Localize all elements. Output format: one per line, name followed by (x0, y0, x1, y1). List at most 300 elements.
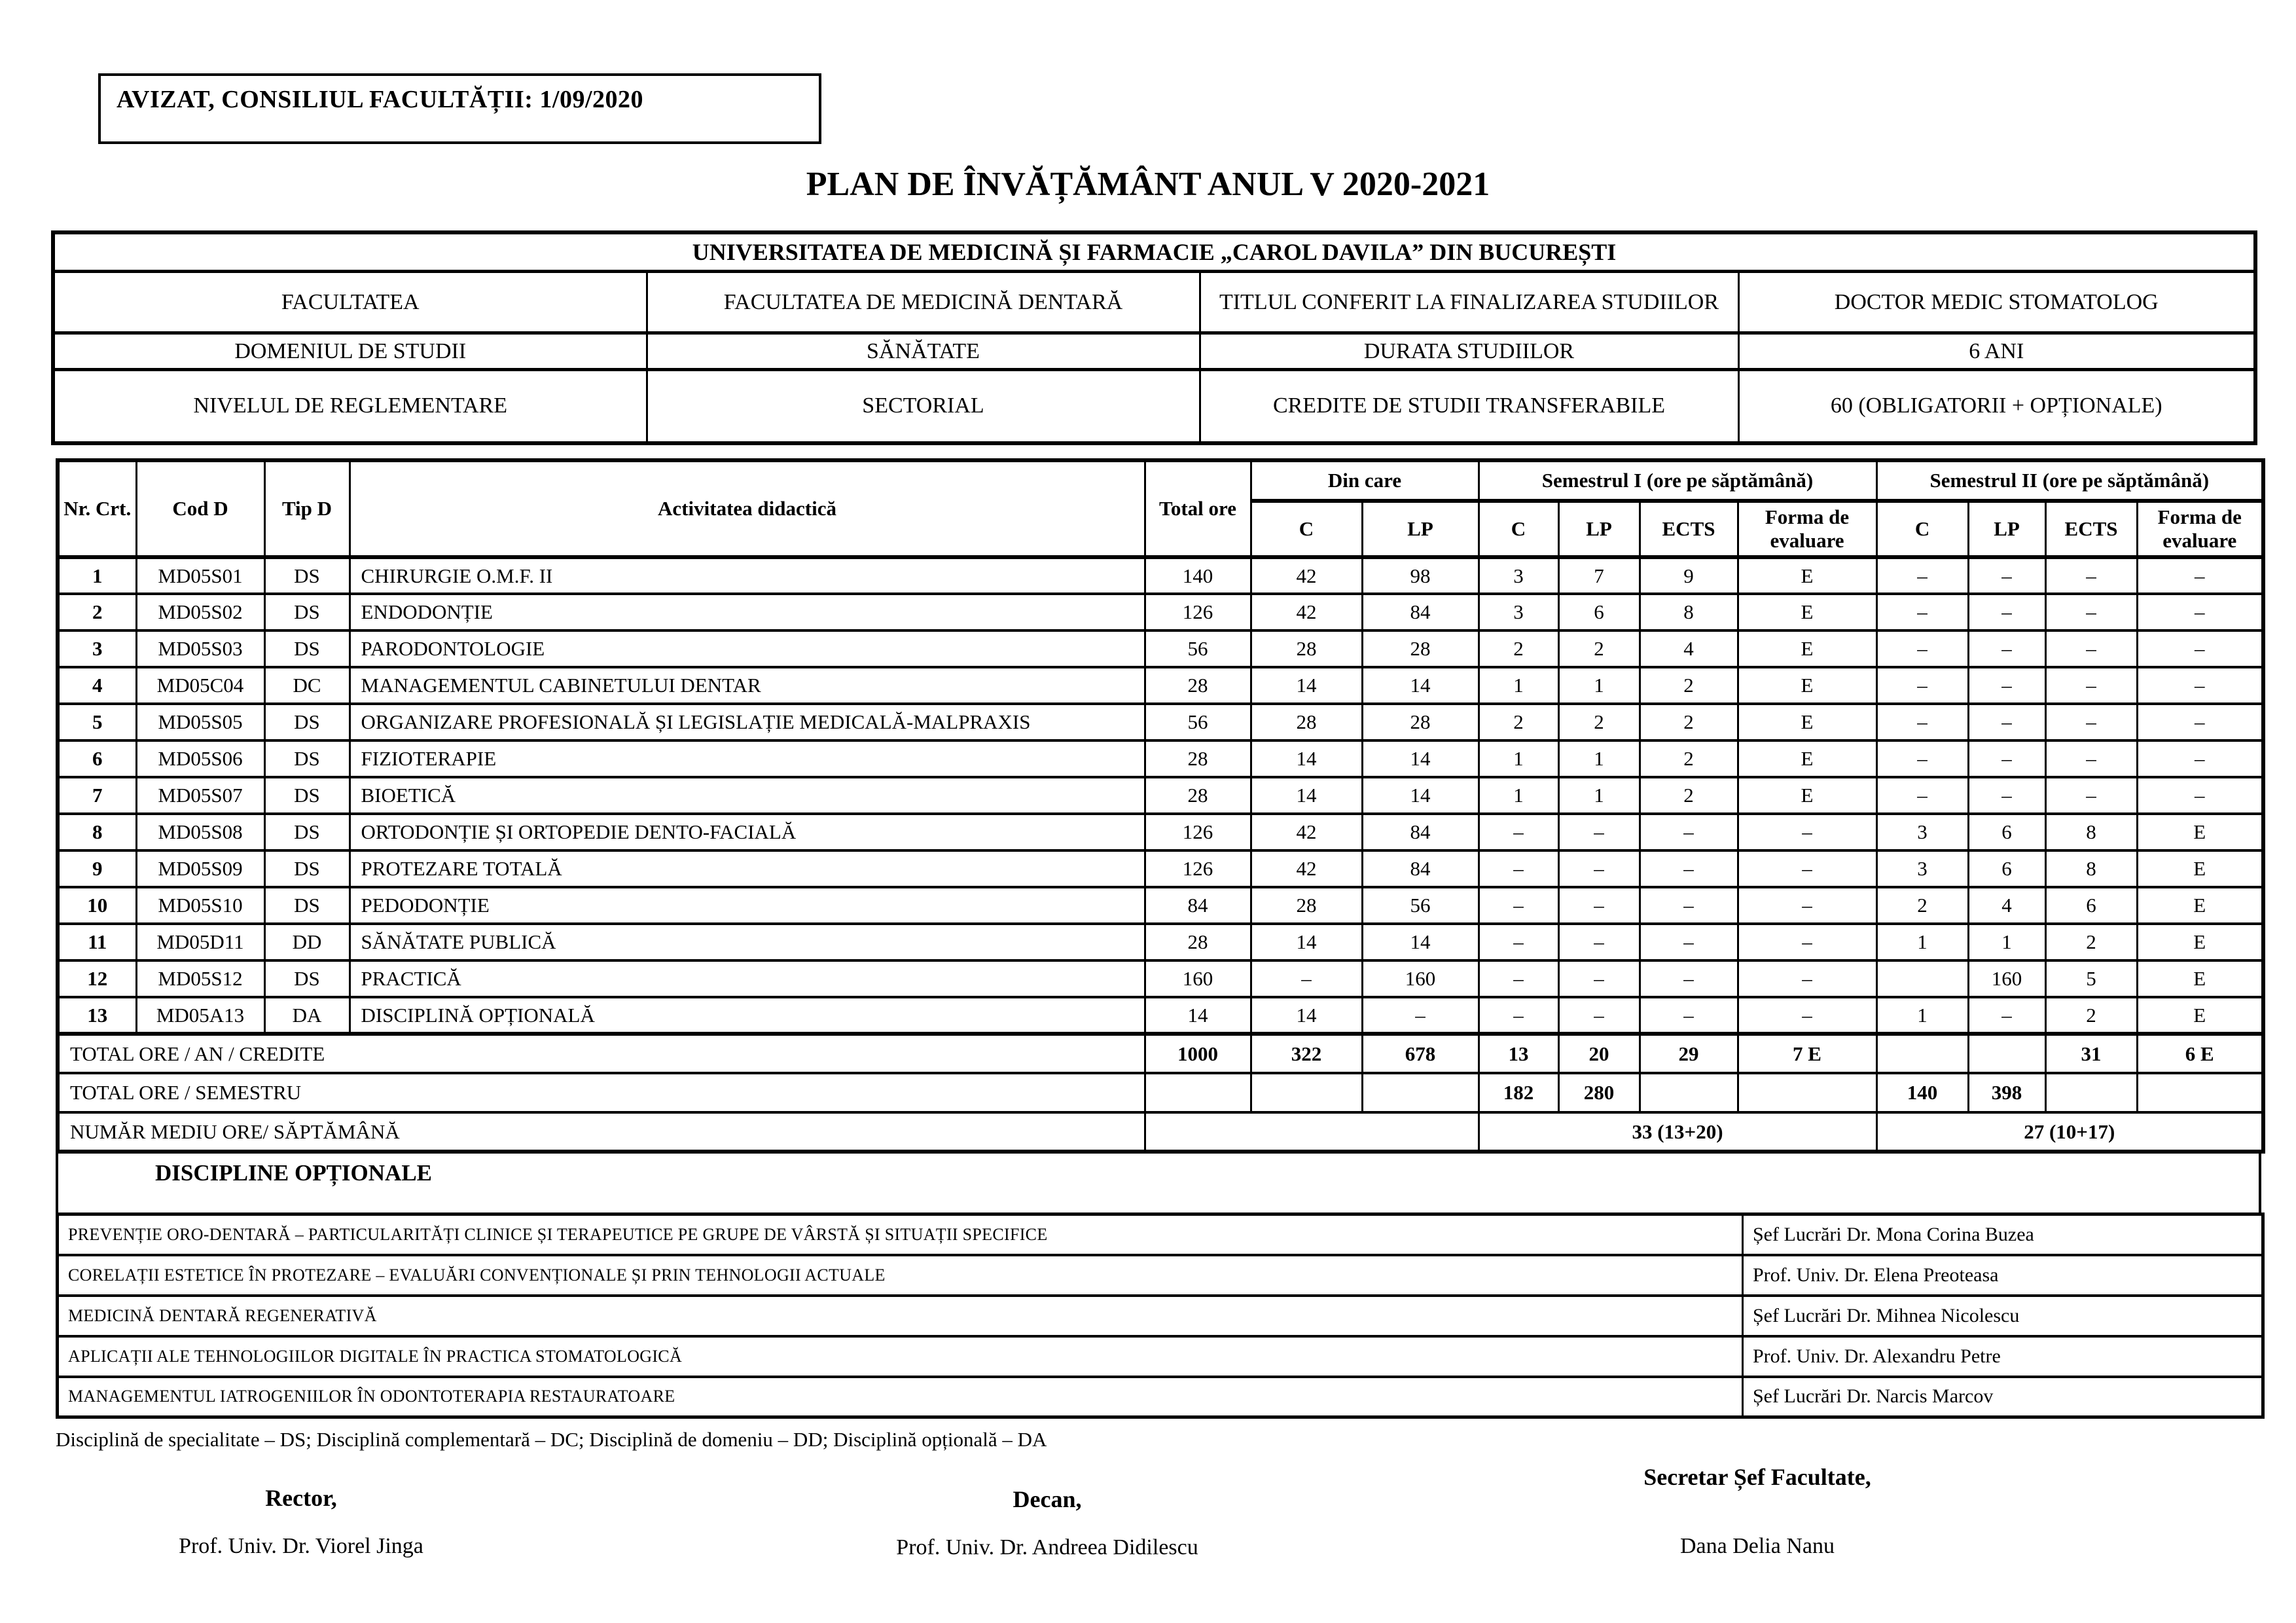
semester-total-row (58, 1073, 2263, 1112)
cell-act: CHIRURGIE O.M.F. II (350, 557, 1145, 594)
cell-s1lp: 6 (1558, 594, 1640, 630)
approval-box (98, 73, 821, 144)
cell-cod: MD05C04 (136, 667, 264, 704)
cell-s1c: – (1479, 887, 1558, 924)
cell-s1c: – (1479, 997, 1558, 1034)
cell-act: PRACTICĂ (350, 960, 1145, 997)
curriculum-row (58, 887, 2263, 924)
cell-s1fe: E (1738, 777, 1876, 814)
header-s2-ects: ECTS (2045, 501, 2137, 557)
cell-s2c: – (1876, 667, 1968, 704)
cell-tip: DS (264, 887, 350, 924)
cell-nr: 6 (58, 740, 136, 777)
cell-s2lp: – (1968, 704, 2045, 740)
cell-nr: 3 (58, 630, 136, 667)
optional-row (58, 1255, 2263, 1296)
cell-s2fe: – (2137, 594, 2263, 630)
cell-s1c: 2 (1479, 630, 1558, 667)
weekly-sem1-value: 33 (13+20) (1479, 1112, 1876, 1152)
cell-act: MANAGEMENTUL CABINETULUI DENTAR (350, 667, 1145, 704)
signature-rector-name: Prof. Univ. Dr. Viorel Jinga (179, 1534, 423, 1558)
header-s1-ects: ECTS (1640, 501, 1738, 557)
cell-s2ects: 8 (2045, 814, 2137, 850)
cell-s2ects: – (2045, 594, 2137, 630)
semester-s1-lp: 280 (1558, 1073, 1640, 1112)
cell-s1fe: – (1738, 924, 1876, 960)
cell-s2fe: E (2137, 850, 2263, 887)
cell-lp: 98 (1362, 557, 1479, 594)
cell-s2lp: – (1968, 997, 2045, 1034)
cell-s1lp: 1 (1558, 777, 1640, 814)
cell-s2fe: E (2137, 924, 2263, 960)
info-value-durata: 6 ANI (1738, 333, 2255, 370)
semester-s2-forma (2137, 1073, 2263, 1112)
optional-section-title: DISCIPLINE OPȚIONALE (155, 1160, 433, 1186)
cell-tip: DS (264, 960, 350, 997)
cell-c: – (1251, 960, 1362, 997)
cell-s1fe: – (1738, 887, 1876, 924)
total-s2-ects: 31 (2045, 1034, 2137, 1073)
header-s2-lp: LP (1968, 501, 2045, 557)
curriculum-row (58, 594, 2263, 630)
cell-nr: 10 (58, 887, 136, 924)
header-s1-lp: LP (1558, 501, 1640, 557)
curriculum-row (58, 814, 2263, 850)
cell-tip: DS (264, 814, 350, 850)
cell-nr: 13 (58, 997, 136, 1034)
cell-total: 28 (1145, 740, 1251, 777)
cell-s2c: 3 (1876, 850, 1968, 887)
page-title: PLAN DE ÎNVĂȚĂMÂNT ANUL V 2020-2021 (806, 166, 1490, 203)
cell-s2lp: 1 (1968, 924, 2045, 960)
cell-s2lp: – (1968, 630, 2045, 667)
cell-s1ects: – (1640, 997, 1738, 1034)
cell-c: 14 (1251, 667, 1362, 704)
optional-disciplines-table (56, 1213, 2265, 1419)
cell-act: DISCIPLINĂ OPȚIONALĂ (350, 997, 1145, 1034)
cell-s2fe: – (2137, 740, 2263, 777)
cell-act: SĂNĂTATE PUBLICĂ (350, 924, 1145, 960)
cell-s2fe: – (2137, 667, 2263, 704)
total-s2-lp (1968, 1034, 2045, 1073)
cell-lp: 28 (1362, 704, 1479, 740)
header-tip-d: Tip D (264, 460, 350, 557)
cell-s2c: – (1876, 594, 1968, 630)
optional-discipline-name: MANAGEMENTUL IATROGENIILOR ÎN ODONTOTERAPIA RESTAURATOARE (58, 1377, 1743, 1417)
info-label-durata: DURATA STUDIILOR (1200, 333, 1738, 370)
cell-cod: MD05S07 (136, 777, 264, 814)
cell-s2lp: – (1968, 594, 2045, 630)
info-label-credite: CREDITE DE STUDII TRANSFERABILE (1200, 370, 1738, 443)
weekly-blank (1145, 1112, 1479, 1152)
cell-s2lp: – (1968, 667, 2045, 704)
optional-discipline-teacher: Prof. Univ. Dr. Alexandru Petre (1743, 1336, 2263, 1377)
optional-row (58, 1377, 2263, 1417)
cell-nr: 12 (58, 960, 136, 997)
cell-s1lp: 7 (1558, 557, 1640, 594)
cell-s1ects: – (1640, 887, 1738, 924)
cell-cod: MD05S09 (136, 850, 264, 887)
optional-row (58, 1214, 2263, 1255)
cell-s1lp: 1 (1558, 667, 1640, 704)
cell-cod: MD05S08 (136, 814, 264, 850)
cell-total: 126 (1145, 850, 1251, 887)
cell-tip: DS (264, 630, 350, 667)
info-value-facultatea: FACULTATEA DE MEDICINĂ DENTARĂ (647, 272, 1200, 333)
cell-act: PEDODONȚIE (350, 887, 1145, 924)
cell-lp: 28 (1362, 630, 1479, 667)
cell-s2fe: E (2137, 814, 2263, 850)
semester-s1-ects (1640, 1073, 1738, 1112)
footnote: Disciplină de specialitate – DS; Disciplină complementară – DC; Disciplină de domeniu – DD; Disciplină opțională – DA (56, 1428, 1047, 1451)
info-row-level (53, 370, 2255, 443)
info-row-domain (53, 333, 2255, 370)
optional-discipline-name: APLICAȚII ALE TEHNOLOGIILOR DIGITALE ÎN PRACTICA STOMATOLOGICĂ (58, 1336, 1743, 1377)
optional-row (58, 1296, 2263, 1336)
info-value-nivelul: SECTORIAL (647, 370, 1200, 443)
total-s1-lp: 20 (1558, 1034, 1640, 1073)
cell-total: 28 (1145, 924, 1251, 960)
cell-nr: 11 (58, 924, 136, 960)
signature-secretar-label: Secretar Șef Facultate, (1643, 1464, 1871, 1490)
cell-tip: DC (264, 667, 350, 704)
cell-s1c: – (1479, 850, 1558, 887)
cell-s2fe: E (2137, 887, 2263, 924)
cell-lp: 14 (1362, 667, 1479, 704)
cell-cod: MD05S10 (136, 887, 264, 924)
cell-s2c: – (1876, 704, 1968, 740)
cell-total: 84 (1145, 887, 1251, 924)
cell-s2ects: – (2045, 704, 2137, 740)
cell-s2fe: E (2137, 997, 2263, 1034)
cell-s2fe: E (2137, 960, 2263, 997)
cell-s2lp: – (1968, 557, 2045, 594)
cell-s1fe: E (1738, 594, 1876, 630)
cell-s2fe: – (2137, 557, 2263, 594)
cell-s1ects: 2 (1640, 667, 1738, 704)
signature-secretar (1574, 1463, 1941, 1568)
info-label-facultatea: FACULTATEA (53, 272, 647, 333)
optional-discipline-teacher: Șef Lucrări Dr. Mihnea Nicolescu (1743, 1296, 2263, 1336)
cell-s1lp: – (1558, 960, 1640, 997)
info-row-faculty (53, 272, 2255, 333)
cell-s1ects: 2 (1640, 777, 1738, 814)
curriculum-row (58, 630, 2263, 667)
header-din-care: Din care (1251, 460, 1479, 501)
cell-lp: 160 (1362, 960, 1479, 997)
curriculum-row (58, 704, 2263, 740)
header-cod-d: Cod D (136, 460, 264, 557)
curriculum-header-tier1 (58, 460, 2263, 501)
cell-s2c: 1 (1876, 924, 1968, 960)
cell-cod: MD05S06 (136, 740, 264, 777)
cell-s1fe: E (1738, 630, 1876, 667)
cell-s2c: – (1876, 557, 1968, 594)
cell-s1c: – (1479, 814, 1558, 850)
cell-c: 28 (1251, 704, 1362, 740)
cell-s1lp: 2 (1558, 704, 1640, 740)
semester-total-ore (1145, 1073, 1251, 1112)
university-name: UNIVERSITATEA DE MEDICINĂ ȘI FARMACIE „CAROL DAVILA” DIN BUCUREȘTI (53, 232, 2255, 272)
cell-s1ects: 2 (1640, 740, 1738, 777)
cell-cod: MD05S12 (136, 960, 264, 997)
cell-total: 28 (1145, 777, 1251, 814)
cell-s1lp: – (1558, 814, 1640, 850)
header-activitatea: Activitatea didactică (350, 460, 1145, 557)
cell-lp: 14 (1362, 777, 1479, 814)
cell-lp: 84 (1362, 850, 1479, 887)
cell-s1lp: 2 (1558, 630, 1640, 667)
header-dincare-lp: LP (1362, 501, 1479, 557)
cell-s1ects: – (1640, 850, 1738, 887)
cell-s1c: 2 (1479, 704, 1558, 740)
cell-s1lp: – (1558, 850, 1640, 887)
cell-act: ORGANIZARE PROFESIONALĂ ȘI LEGISLAȚIE MEDICALĂ-MALPRAXIS (350, 704, 1145, 740)
header-s2-c: C (1876, 501, 1968, 557)
cell-s2c: – (1876, 740, 1968, 777)
cell-c: 28 (1251, 887, 1362, 924)
cell-c: 14 (1251, 740, 1362, 777)
semester-s1-forma (1738, 1073, 1876, 1112)
cell-s2lp: 160 (1968, 960, 2045, 997)
cell-cod: MD05S02 (136, 594, 264, 630)
cell-s1lp: – (1558, 887, 1640, 924)
info-row-university (53, 232, 2255, 272)
info-value-credite: 60 (OBLIGATORII + OPȚIONALE) (1738, 370, 2255, 443)
cell-act: ORTODONȚIE ȘI ORTOPEDIE DENTO-FACIALĂ (350, 814, 1145, 850)
cell-total: 160 (1145, 960, 1251, 997)
signature-decan-name: Prof. Univ. Dr. Andreea Didilescu (896, 1535, 1198, 1559)
info-value-titlul: DOCTOR MEDIC STOMATOLOG (1738, 272, 2255, 333)
cell-tip: DS (264, 557, 350, 594)
cell-s2ects: 8 (2045, 850, 2137, 887)
signature-rector (147, 1484, 455, 1589)
total-s2-c (1876, 1034, 1968, 1073)
total-s1-c: 13 (1479, 1034, 1558, 1073)
tables-flow (56, 458, 2261, 1601)
info-table (51, 230, 2257, 445)
cell-s2lp: 6 (1968, 814, 2045, 850)
cell-tip: DS (264, 777, 350, 814)
cell-s2fe: – (2137, 704, 2263, 740)
cell-s1lp: 1 (1558, 740, 1640, 777)
cell-s1ects: – (1640, 814, 1738, 850)
cell-tip: DS (264, 850, 350, 887)
cell-c: 28 (1251, 630, 1362, 667)
cell-s2ects: – (2045, 740, 2137, 777)
cell-lp: 14 (1362, 924, 1479, 960)
info-label-nivelul: NIVELUL DE REGLEMENTARE (53, 370, 647, 443)
info-label-titlul: TITLUL CONFERIT LA FINALIZAREA STUDIILOR (1200, 272, 1738, 333)
info-value-domeniul: SĂNĂTATE (647, 333, 1200, 370)
cell-s2ects: – (2045, 630, 2137, 667)
header-semestrul-2: Semestrul II (ore pe săptămână) (1876, 460, 2263, 501)
semester-s1-c: 182 (1479, 1073, 1558, 1112)
cell-c: 42 (1251, 814, 1362, 850)
optional-discipline-teacher: Șef Lucrări Dr. Mona Corina Buzea (1743, 1214, 2263, 1255)
cell-s1ects: – (1640, 924, 1738, 960)
curriculum-row (58, 924, 2263, 960)
cell-cod: MD05A13 (136, 997, 264, 1034)
cell-s1c: 3 (1479, 557, 1558, 594)
cell-total: 28 (1145, 667, 1251, 704)
cell-s2fe: – (2137, 777, 2263, 814)
cell-s1fe: E (1738, 704, 1876, 740)
total-s2-forma: 6 E (2137, 1034, 2263, 1073)
cell-lp: 84 (1362, 594, 1479, 630)
cell-cod: MD05S05 (136, 704, 264, 740)
optional-discipline-name: CORELAȚII ESTETICE ÎN PROTEZARE – EVALUĂRI CONVENȚIONALE ȘI PRIN TEHNOLOGII ACTUALE (58, 1255, 1743, 1296)
cell-total: 126 (1145, 594, 1251, 630)
cell-act: BIOETICĂ (350, 777, 1145, 814)
cell-lp: 14 (1362, 740, 1479, 777)
cell-s1fe: E (1738, 557, 1876, 594)
cell-cod: MD05S01 (136, 557, 264, 594)
cell-act: ENDODONȚIE (350, 594, 1145, 630)
signatures-block (56, 1463, 2261, 1601)
total-ore: 1000 (1145, 1034, 1251, 1073)
optional-section-banner (56, 1154, 2261, 1213)
cell-s2ects: – (2045, 557, 2137, 594)
cell-s1c: – (1479, 924, 1558, 960)
curriculum-row (58, 740, 2263, 777)
curriculum-table (56, 458, 2265, 1154)
cell-s1c: 1 (1479, 667, 1558, 704)
optional-discipline-teacher: Prof. Univ. Dr. Elena Preoteasa (1743, 1255, 2263, 1296)
cell-s2c: 1 (1876, 997, 1968, 1034)
cell-s1c: 3 (1479, 594, 1558, 630)
curriculum-row (58, 960, 2263, 997)
weekly-row-label: NUMĂR MEDIU ORE/ SĂPTĂMÂNĂ (58, 1112, 1145, 1152)
cell-nr: 5 (58, 704, 136, 740)
cell-act: PROTEZARE TOTALĂ (350, 850, 1145, 887)
total-c: 322 (1251, 1034, 1362, 1073)
header-semestrul-1: Semestrul I (ore pe săptămână) (1479, 460, 1876, 501)
cell-s2lp: 4 (1968, 887, 2045, 924)
cell-nr: 2 (58, 594, 136, 630)
cell-s2c: 2 (1876, 887, 1968, 924)
cell-s2lp: 6 (1968, 850, 2045, 887)
header-s1-forma: Forma de evaluare (1738, 501, 1876, 557)
cell-s1fe: – (1738, 814, 1876, 850)
total-s1-forma: 7 E (1738, 1034, 1876, 1073)
cell-tip: DS (264, 704, 350, 740)
cell-c: 42 (1251, 557, 1362, 594)
cell-total: 14 (1145, 997, 1251, 1034)
cell-tip: DS (264, 594, 350, 630)
weekly-sem2-value: 27 (10+17) (1876, 1112, 2263, 1152)
cell-s2ects: 2 (2045, 924, 2137, 960)
header-s1-c: C (1479, 501, 1558, 557)
curriculum-row (58, 667, 2263, 704)
semester-s2-c: 140 (1876, 1073, 1968, 1112)
cell-nr: 7 (58, 777, 136, 814)
cell-c: 14 (1251, 997, 1362, 1034)
cell-tip: DD (264, 924, 350, 960)
cell-total: 56 (1145, 630, 1251, 667)
cell-s1lp: – (1558, 924, 1640, 960)
cell-s1fe: – (1738, 997, 1876, 1034)
total-s1-ects: 29 (1640, 1034, 1738, 1073)
cell-s2lp: – (1968, 777, 2045, 814)
curriculum-row (58, 997, 2263, 1034)
header-s2-forma: Forma de evaluare (2137, 501, 2263, 557)
approval-text: AVIZAT, CONSILIUL FACULTĂȚII: 1/09/2020 (117, 86, 644, 113)
semester-c (1251, 1073, 1362, 1112)
cell-s2fe: – (2137, 630, 2263, 667)
header-total-ore: Total ore (1145, 460, 1251, 557)
cell-lp: 56 (1362, 887, 1479, 924)
cell-c: 14 (1251, 924, 1362, 960)
cell-s1ects: – (1640, 960, 1738, 997)
semester-row-label: TOTAL ORE / SEMESTRU (58, 1073, 1145, 1112)
info-label-domeniul: DOMENIUL DE STUDII (53, 333, 647, 370)
cell-s2lp: – (1968, 740, 2045, 777)
cell-s2ects: 5 (2045, 960, 2137, 997)
weekly-average-row (58, 1112, 2263, 1152)
cell-s2c: – (1876, 630, 1968, 667)
signature-decan-label: Decan, (1013, 1486, 1082, 1512)
semester-s2-lp: 398 (1968, 1073, 2045, 1112)
signature-secretar-name: Dana Delia Nanu (1679, 1534, 1835, 1558)
cell-act: PARODONTOLOGIE (350, 630, 1145, 667)
cell-tip: DA (264, 997, 350, 1034)
cell-c: 14 (1251, 777, 1362, 814)
cell-total: 126 (1145, 814, 1251, 850)
header-dincare-c: C (1251, 501, 1362, 557)
cell-s1lp: – (1558, 997, 1640, 1034)
optional-discipline-name: PREVENȚIE ORO-DENTARĂ – PARTICULARITĂȚI CLINICE ȘI TERAPEUTICE PE GRUPE DE VÂRSTĂ ȘI SITUAȚII SPECIFICE (58, 1214, 1743, 1255)
total-row-label: TOTAL ORE / AN / CREDITE (58, 1034, 1145, 1073)
cell-nr: 9 (58, 850, 136, 887)
cell-s2ects: 2 (2045, 997, 2137, 1034)
optional-row (58, 1336, 2263, 1377)
cell-c: 42 (1251, 594, 1362, 630)
cell-nr: 8 (58, 814, 136, 850)
cell-nr: 1 (58, 557, 136, 594)
total-row (58, 1034, 2263, 1073)
cell-s1fe: E (1738, 740, 1876, 777)
curriculum-row (58, 557, 2263, 594)
cell-c: 42 (1251, 850, 1362, 887)
total-lp: 678 (1362, 1034, 1479, 1073)
cell-s2ects: 6 (2045, 887, 2137, 924)
cell-total: 56 (1145, 704, 1251, 740)
cell-cod: MD05D11 (136, 924, 264, 960)
signature-rector-label: Rector, (265, 1485, 337, 1511)
cell-s2c (1876, 960, 1968, 997)
cell-cod: MD05S03 (136, 630, 264, 667)
curriculum-row (58, 777, 2263, 814)
cell-act: FIZIOTERAPIE (350, 740, 1145, 777)
semester-lp (1362, 1073, 1479, 1112)
optional-discipline-teacher: Șef Lucrări Dr. Narcis Marcov (1743, 1377, 2263, 1417)
cell-s1c: 1 (1479, 740, 1558, 777)
semester-s2-ects (2045, 1073, 2137, 1112)
curriculum-row (58, 850, 2263, 887)
cell-s2c: 3 (1876, 814, 1968, 850)
cell-s2ects: – (2045, 667, 2137, 704)
cell-lp: 84 (1362, 814, 1479, 850)
cell-s2ects: – (2045, 777, 2137, 814)
cell-s2c: – (1876, 777, 1968, 814)
cell-s1ects: 2 (1640, 704, 1738, 740)
cell-s1fe: – (1738, 960, 1876, 997)
header-nr-crt: Nr. Crt. (58, 460, 136, 557)
cell-s1fe: – (1738, 850, 1876, 887)
cell-lp: – (1362, 997, 1479, 1034)
cell-tip: DS (264, 740, 350, 777)
